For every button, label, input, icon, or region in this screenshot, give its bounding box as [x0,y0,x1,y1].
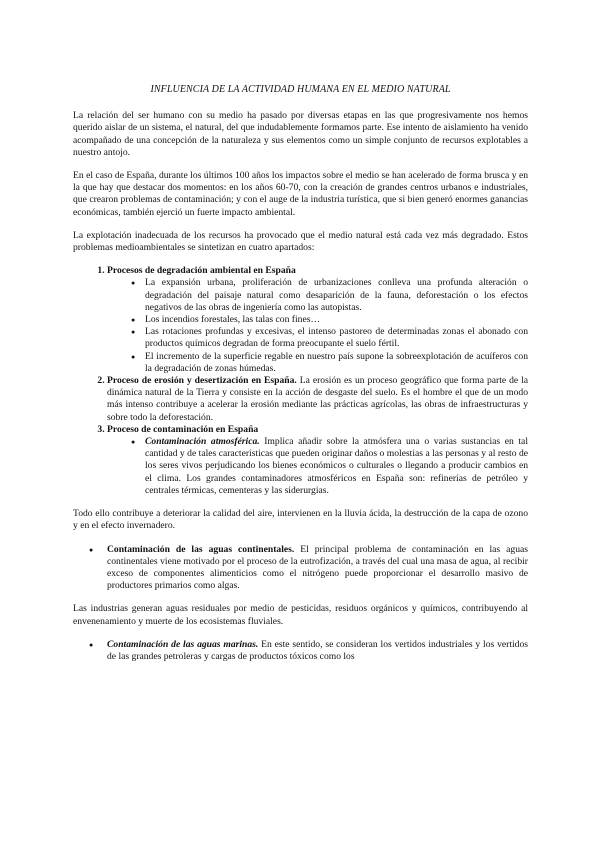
water-bullets-marine [73,639,528,663]
bullet-heading: Contaminación atmosférica. [145,436,260,448]
document-body [73,84,528,674]
bullet-item-marine-waters [107,639,528,663]
bullet-text: Implica añadir sobre la atmósfera una o varias sustancias en tal cantidad y de tales características que pueden originar daños o molestias a las personas y al resto de los seres vivos perjudicando los bienes económicos o culturales o llegando a producir cambios en el clima. Los grandes contaminadores atmosféricos en España son: refinerías de petróleo y centrales térmicas, cementeras y las siderurgias. [145,436,528,496]
list-item-degradation [107,265,528,375]
bullet-item: ● La expansión urbana, proliferación de urbanizaciones conlleva una profunda alteración o degradación del paisaje natural como desaparición de la fauna, deforestación o los efectos negativos de las obras de ingeniería como las autopistas. [145,277,528,314]
bullet-text: En este sentido, se consideran los vertidos industriales y los vertidos de las grandes petroleras y cargas de productos tóxicos como los [107,638,528,662]
degradation-bullets [107,277,528,375]
paragraph-air-quality: Todo ello contribuye a deteriorar la calidad del aire, intervienen en la lluvia ácida, la destrucción de la capa de ozono y en el efecto invernadero. [73,508,528,532]
bullet-item: ● El incremento de la superficie regable en nuestro país supone la sobreexplotación de acuíferos con la degradación de zonas húmedas. [145,351,528,375]
paragraph-intro: La relación del ser humano con su medio ha pasado por diversas etapas en las que progresivamente nos hemos querido aislar de un sistema, el natural, del que indudablemente formamos parte. Ese intento de aislamiento ha venido acompañado de una concepción de la naturaleza y sus elementos como un simple conjunto de recursos explotables a nuestro antojo. [73,110,528,158]
bullet-heading: Contaminación de las aguas marinas. [107,638,259,650]
bullet-item: ● Los incendios forestales, las talas con fines… [145,314,528,326]
bullet-heading: Contaminación de las aguas continentales. [107,543,295,555]
list-item-erosion [107,375,528,424]
paragraph-industries: Las industrias generan aguas residuales por medio de pesticidas, residuos orgánicos y químicos, contribuyendo al envenenamiento y muerte de los ecosistemas fluviales. [73,603,528,627]
list-item-heading: Proceso de erosión y desertización en España. [107,375,297,387]
water-bullets-continental [73,544,528,593]
list-item-pollution [107,424,528,497]
bullet-item: ● Las rotaciones profundas y excesivas, el intenso pastoreo de determinadas zonas el abonado con productos químicos degradan de forma preocupante el suelo fértil. [145,326,528,350]
pollution-bullets [107,436,528,497]
document-title: INFLUENCIA DE LA ACTIVIDAD HUMANA EN EL MEDIO NATURAL [150,84,451,95]
list-item-heading: Procesos de degradación ambiental en España [107,265,296,277]
problems-list [73,265,528,497]
paragraph-exploitation: La explotación inadecuada de los recursos ha provocado que el medio natural está cada vez más degradado. Estos problemas medioambientales se sintetizan en cuatro apartados: [73,229,528,254]
bullet-item-atmospheric [145,436,528,497]
list-item-heading: Proceso de contaminación en España [107,423,259,435]
list-item-text: La erosión es un proceso geográfico que forma parte de la dinámica natural de la Tierra y consiste en la acción de desgaste del suelo. Es el hombre el que de un modo más intenso contribuye a acelerar la erosión mediante las prácticas agrícolas, las obras de infraestructuras y sobre todo la deforestación. [107,375,529,423]
paragraph-spain: En el caso de España, durante los últimos 100 años los impactos sobre el medio se han acelerado de forma brusca y en la que hay que destacar dos momentos: en los años 60-70, con la creación de grandes centros urbanos e industriales, que crearon problemas de contaminación; y con el auge de la industria turística, que si bien generó enormes ganancias económicas, también ejerció un fuerte impacto ambiental. [73,170,528,218]
bullet-item-continental-waters [107,544,528,593]
bullet-text: El principal problema de contaminación en las aguas continentales viene motivado por el proceso de la eutrofización, a través del cual una masa de agua, al recibir exceso de componentes alimenticios como el nitrógeno puede proporcionar el desarrollo masivo de productores primarios como algas. [107,543,528,592]
